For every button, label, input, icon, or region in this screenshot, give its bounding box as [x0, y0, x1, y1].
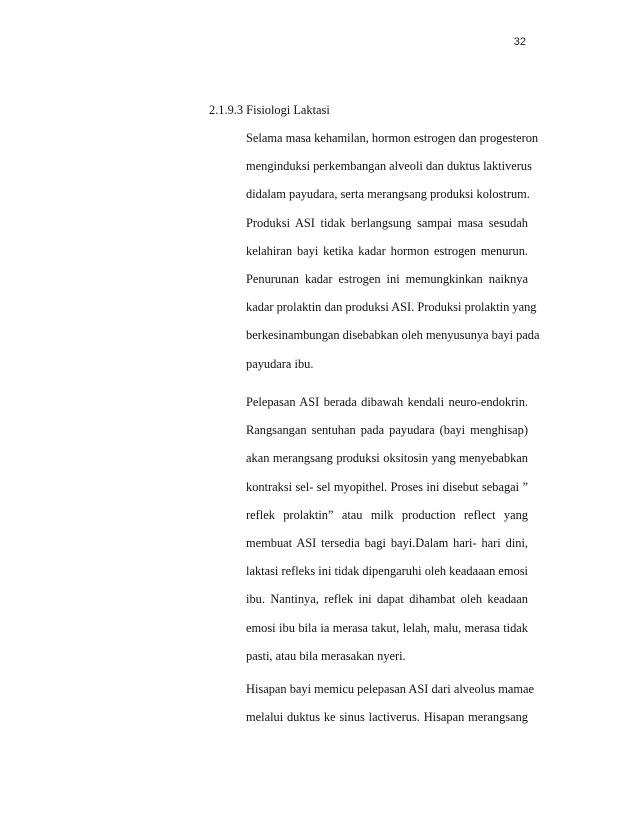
text-line: Rangsangan sentuhan pada payudara (bayi menghisap): [246, 423, 528, 438]
text-line: pasti, atau bila merasakan nyeri.: [246, 648, 406, 663]
text-line: kelahiran bayi ketika kadar hormon estrogen menurun.: [246, 243, 528, 258]
text-line: didalam payudara, serta merangsang produksi kolostrum.: [246, 187, 530, 202]
text-line: Produksi ASI tidak berlangsung sampai masa sesudah: [246, 215, 528, 230]
text-line: Penurunan kadar estrogen ini memungkinkan naiknya: [246, 271, 528, 286]
text-line: kadar prolaktin dan produksi ASI. Produksi prolaktin yang: [246, 300, 537, 315]
paragraph-1: [246, 131, 540, 385]
text-line: Selama masa kehamilan, hormon estrogen dan progesteron: [246, 131, 539, 145]
text-line: berkesinambungan disebabkan oleh menyusunya bayi pada: [246, 328, 540, 343]
paragraph-2: [246, 395, 528, 677]
text-line: emosi ibu bila ia merasa takut, lelah, malu, merasa tidak: [246, 620, 528, 635]
text-line: membuat ASI tersedia bagi bayi.Dalam hari- hari dini,: [246, 535, 528, 550]
text-line: kontraksi sel- sel myopithel. Proses ini disebut sebagai ”: [246, 479, 528, 494]
text-line: ibu. Nantinya, reflek ini dapat dihambat oleh keadaan: [246, 592, 528, 607]
text-line: Pelepasan ASI berada dibawah kendali neuro-endokrin.: [246, 395, 528, 409]
text-line: menginduksi perkembangan alveoli dan duktus laktiverus: [246, 159, 532, 174]
page-number: 32: [513, 36, 526, 48]
text-line: Hisapan bayi memicu pelepasan ASI dari alveolus mamae: [246, 682, 534, 696]
text-line: reflek prolaktin” atau milk production reflect yang: [246, 507, 528, 522]
text-line: melalui duktus ke sinus lactiverus. Hisapan merangsang: [246, 710, 528, 725]
text-line: laktasi refleks ini tidak dipengaruhi oleh keadaaan emosi: [246, 564, 528, 579]
text-line: akan merangsang produksi oksitosin yang menyebabkan: [246, 451, 528, 466]
section-heading: 2.1.9.3 Fisiologi Laktasi: [209, 103, 330, 117]
paragraph-3: [246, 682, 534, 738]
text-line: payudara ibu.: [246, 356, 314, 371]
